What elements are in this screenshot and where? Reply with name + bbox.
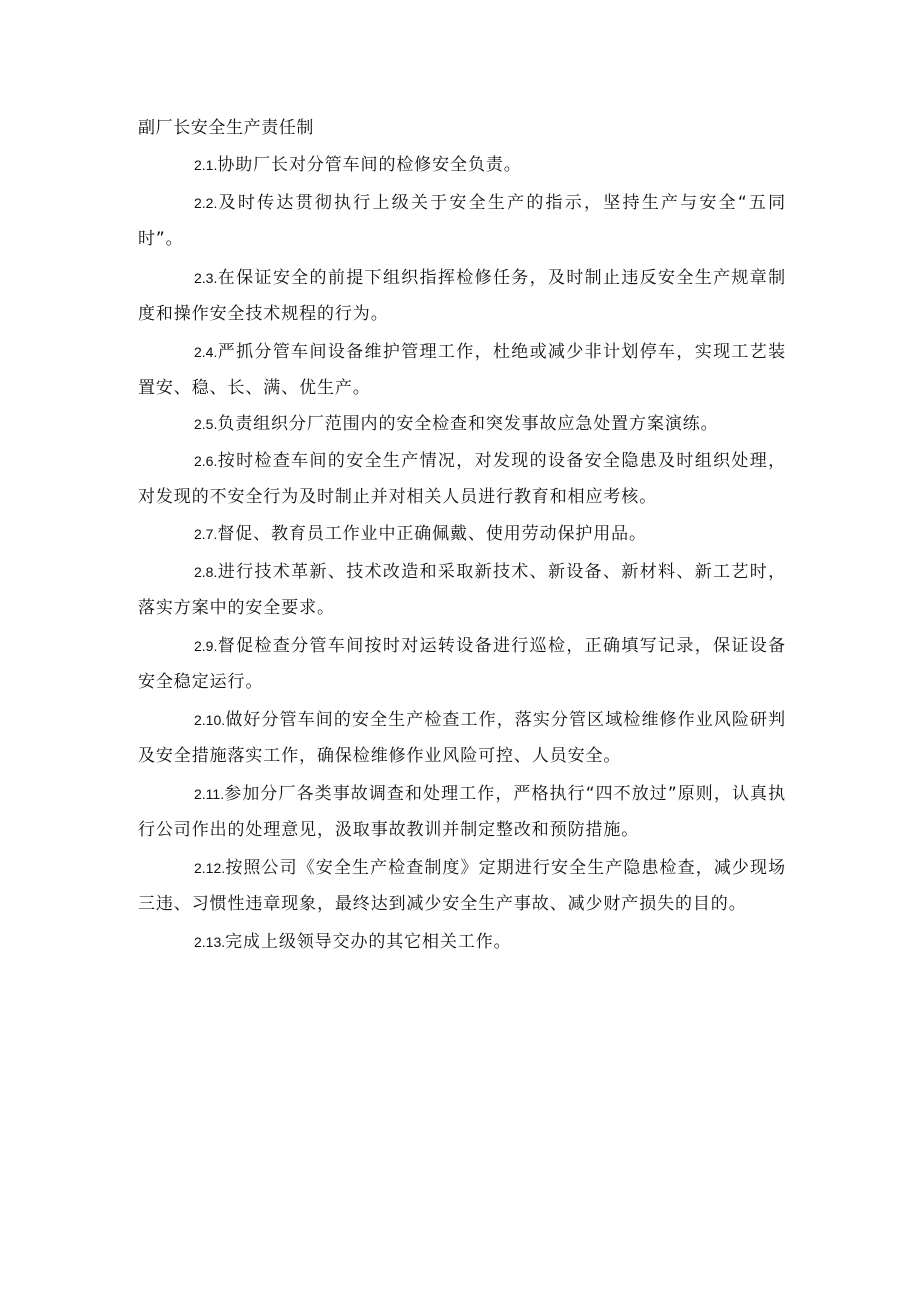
item-text: 严抓分管车间设备维护管理工作，杜绝或减少非计划停车，实现工艺装置安、稳、长、满、优生产。 — [138, 342, 786, 398]
item-text: 做好分管车间的安全生产检查工作，落实分管区域检维修作业风险研判及安全措施落实工作，确保检维修作业风险可控、人员安全。 — [138, 710, 786, 766]
item-number: 2.13. — [194, 934, 226, 950]
item-text: 在保证安全的前提下组织指挥检修任务，及时制止违反安全生产规章制度和操作安全技术规程的行为。 — [138, 268, 786, 324]
list-item — [138, 628, 786, 700]
list-item — [138, 554, 786, 626]
item-text: 进行技术革新、技术改造和采取新技术、新设备、新材料、新工艺时，落实方案中的安全要求。 — [138, 562, 786, 618]
item-number: 2.2. — [194, 195, 218, 211]
item-text: 完成上级领导交办的其它相关工作。 — [225, 932, 512, 952]
item-text: 按照公司《安全生产检查制度》定期进行安全生产隐患检查，减少现场三违、习惯性违章现象，最终达到减少安全生产事故、减少财产损失的目的。 — [138, 858, 786, 914]
item-number: 2.3. — [194, 270, 218, 286]
item-number: 2.4. — [194, 344, 218, 360]
list-item — [138, 147, 786, 183]
list-item — [138, 924, 786, 960]
item-number: 2.8. — [194, 564, 218, 580]
item-number: 2.1. — [194, 157, 218, 173]
item-number: 2.6. — [194, 453, 218, 469]
item-number: 2.12. — [194, 860, 226, 876]
item-text: 督促、教育员工作业中正确佩戴、使用劳动保护用品。 — [217, 524, 647, 544]
document-title: 副厂长安全生产责任制 — [138, 118, 314, 138]
item-number: 2.9. — [194, 638, 218, 654]
list-item — [138, 406, 786, 442]
item-text: 及时传达贯彻执行上级关于安全生产的指示，坚持生产与安全“五同时”。 — [138, 193, 786, 249]
item-number: 2.11. — [194, 786, 225, 802]
item-number: 2.7. — [194, 526, 218, 542]
item-text: 负责组织分厂范围内的安全检查和突发事故应急处置方案演练。 — [217, 414, 719, 434]
item-text: 参加分厂各类事故调查和处理工作，严格执行“四不放过”原则，认真执行公司作出的处理意见，汲取事故教训并制定整改和预防措施。 — [138, 784, 786, 840]
list-item — [138, 850, 786, 922]
list-item — [138, 443, 786, 515]
item-number: 2.5. — [194, 416, 218, 432]
item-text: 督促检查分管车间按时对运转设备进行巡检，正确填写记录，保证设备安全稳定运行。 — [138, 636, 786, 692]
list-item — [138, 702, 786, 774]
list-item — [138, 260, 786, 332]
item-number: 2.10. — [194, 712, 226, 728]
list-item — [138, 185, 786, 257]
list-item — [138, 776, 786, 848]
item-text: 按时检查车间的安全生产情况，对发现的设备安全隐患及时组织处理，对发现的不安全行为及时制止并对相关人员进行教育和相应考核。 — [138, 451, 786, 507]
list-item — [138, 516, 786, 552]
list-item — [138, 334, 786, 406]
item-text: 协助厂长对分管车间的检修安全负责。 — [217, 155, 522, 175]
